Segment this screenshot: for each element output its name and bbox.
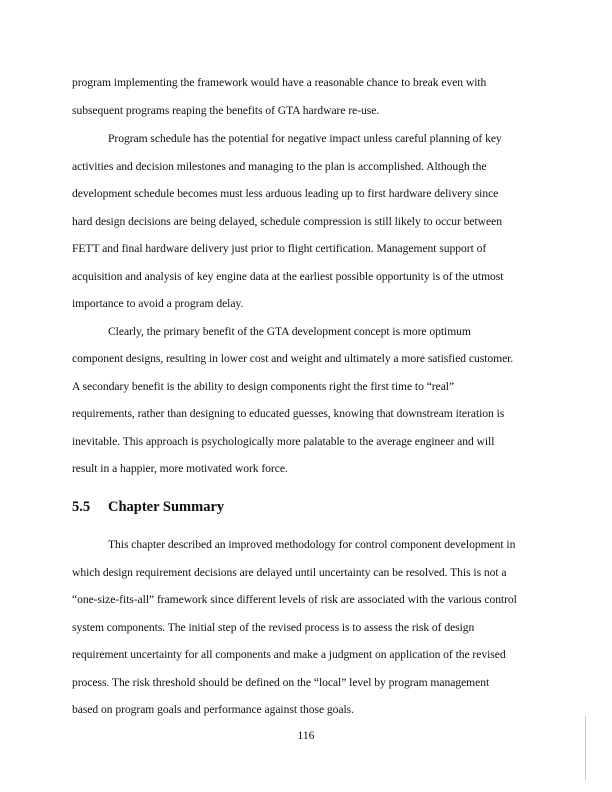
summary-line-3: “one-size-fits-all” framework since different levels of risk are associated with the various control (72, 593, 517, 606)
page-number: 116 (297, 729, 315, 742)
paragraph-1-line-1: program implementing the framework would have a reasonable chance to break even with (72, 76, 487, 89)
paragraph-3-line-4: requirements, rather than designing to educated guesses, knowing that downstream iteration is (72, 407, 505, 420)
section-number: 5.5 (72, 499, 91, 515)
summary-line-7: based on program goals and performance against those goals. (72, 703, 354, 716)
scan-edge-line (585, 716, 586, 780)
section-heading (72, 499, 224, 516)
paragraph-2-line-6: acquisition and analysis of key engine data at the earliest possible opportunity is of the utmost (72, 270, 504, 283)
paragraph-2-line-2: activities and decision milestones and managing to the plan is accomplished. Although the (72, 160, 487, 173)
paragraph-1-line-2: subsequent programs reaping the benefits of GTA hardware re-use. (72, 104, 380, 117)
summary-line-5: requirement uncertainty for all components and make a judgment on application of the revised (72, 648, 506, 661)
paragraph-2-line-7: importance to avoid a program delay. (72, 297, 244, 310)
paragraph-2-line-5: FETT and final hardware delivery just prior to flight certification. Management support of (72, 242, 487, 255)
paragraph-3-line-2: component designs, resulting in lower cost and weight and ultimately a more satisfied customer. (72, 352, 514, 365)
summary-line-2: which design requirement decisions are delayed until uncertainty can be resolved. This is not a (72, 566, 507, 579)
paragraph-3-line-1: Clearly, the primary benefit of the GTA development concept is more optimum (108, 325, 471, 338)
summary-line-6: process. The risk threshold should be defined on the “local” level by program management (72, 676, 490, 689)
summary-line-4: system components. The initial step of the revised process is to assess the risk of design (72, 621, 475, 634)
paragraph-2-line-1: Program schedule has the potential for negative impact unless careful planning of key (108, 132, 502, 145)
summary-line-1: This chapter described an improved methodology for control component development in (108, 538, 516, 551)
paragraph-3-line-6: result in a happier, more motivated work force. (72, 462, 288, 475)
paragraph-3-line-3: A secondary benefit is the ability to design components right the first time to “real” (72, 380, 455, 393)
section-title: Chapter Summary (108, 499, 225, 515)
paragraph-2-line-4: hard design decisions are being delayed, schedule compression is still likely to occur between (72, 215, 502, 228)
paragraph-2-line-3: development schedule becomes must less arduous leading up to first hardware delivery since (72, 187, 499, 200)
paragraph-3-line-5: inevitable. This approach is psychologically more palatable to the average engineer and will (72, 435, 495, 448)
